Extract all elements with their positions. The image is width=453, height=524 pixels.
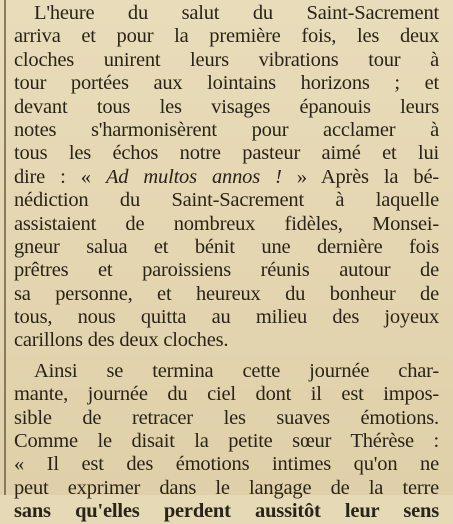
text-line: arriva et pour la première fois, les deux [14,25,439,48]
text-line: tour portées aux lointains horizons ; et [14,72,439,95]
text-line: devant tous les visages épanouis leurs [14,95,439,118]
text-line: assistaient de nombreux fidèles, Monsei- [14,212,439,235]
text-line: notes s'harmonisèrent pour acclamer à [14,118,439,141]
text-line: tous, nous quitta au milieu des joyeux [14,306,439,329]
text-line: cloches unirent leurs vibrations tour à [14,48,439,71]
text-line: Ainsi se termina cette journée char- [34,359,439,382]
text-line: « Il est des émotions intimes qu'on ne [14,453,439,476]
text-line: peut exprimer dans le langage de la terre [14,476,439,499]
text-line: sans qu'elles perdent aussitôt leur sens [14,500,439,523]
latin-phrase: Ad multos annos ! [105,165,282,188]
text-line: prêtres et paroissiens réunis autour de [14,259,439,282]
text-line: sa personne, et heureux du bonheur de [14,282,439,305]
text-line: dire : « Ad multos annos ! » Après la bé- [14,165,439,188]
column-rule [4,0,6,495]
text-line: Comme le disait la petite sœur Thérèse : [14,430,439,453]
text-line: nédiction du Saint-Sacrement à laquelle [14,189,439,212]
paragraph-1 [14,2,439,353]
text-line: sible de retracer les suaves émotions. [14,406,439,429]
text-line: gneur salua et bénit une dernière fois [14,235,439,258]
text-line: tous les échos notre pasteur aimé et lui [14,142,439,165]
paragraph-2 [14,360,439,524]
text-line: carillons des deux cloches. [14,329,229,352]
text-line: mante, journée du ciel dont il est impos- [14,383,439,406]
text-line: L'heure du salut du Saint-Sacrement [34,2,439,24]
article-column [14,2,439,524]
paragraph-gap [14,353,439,360]
